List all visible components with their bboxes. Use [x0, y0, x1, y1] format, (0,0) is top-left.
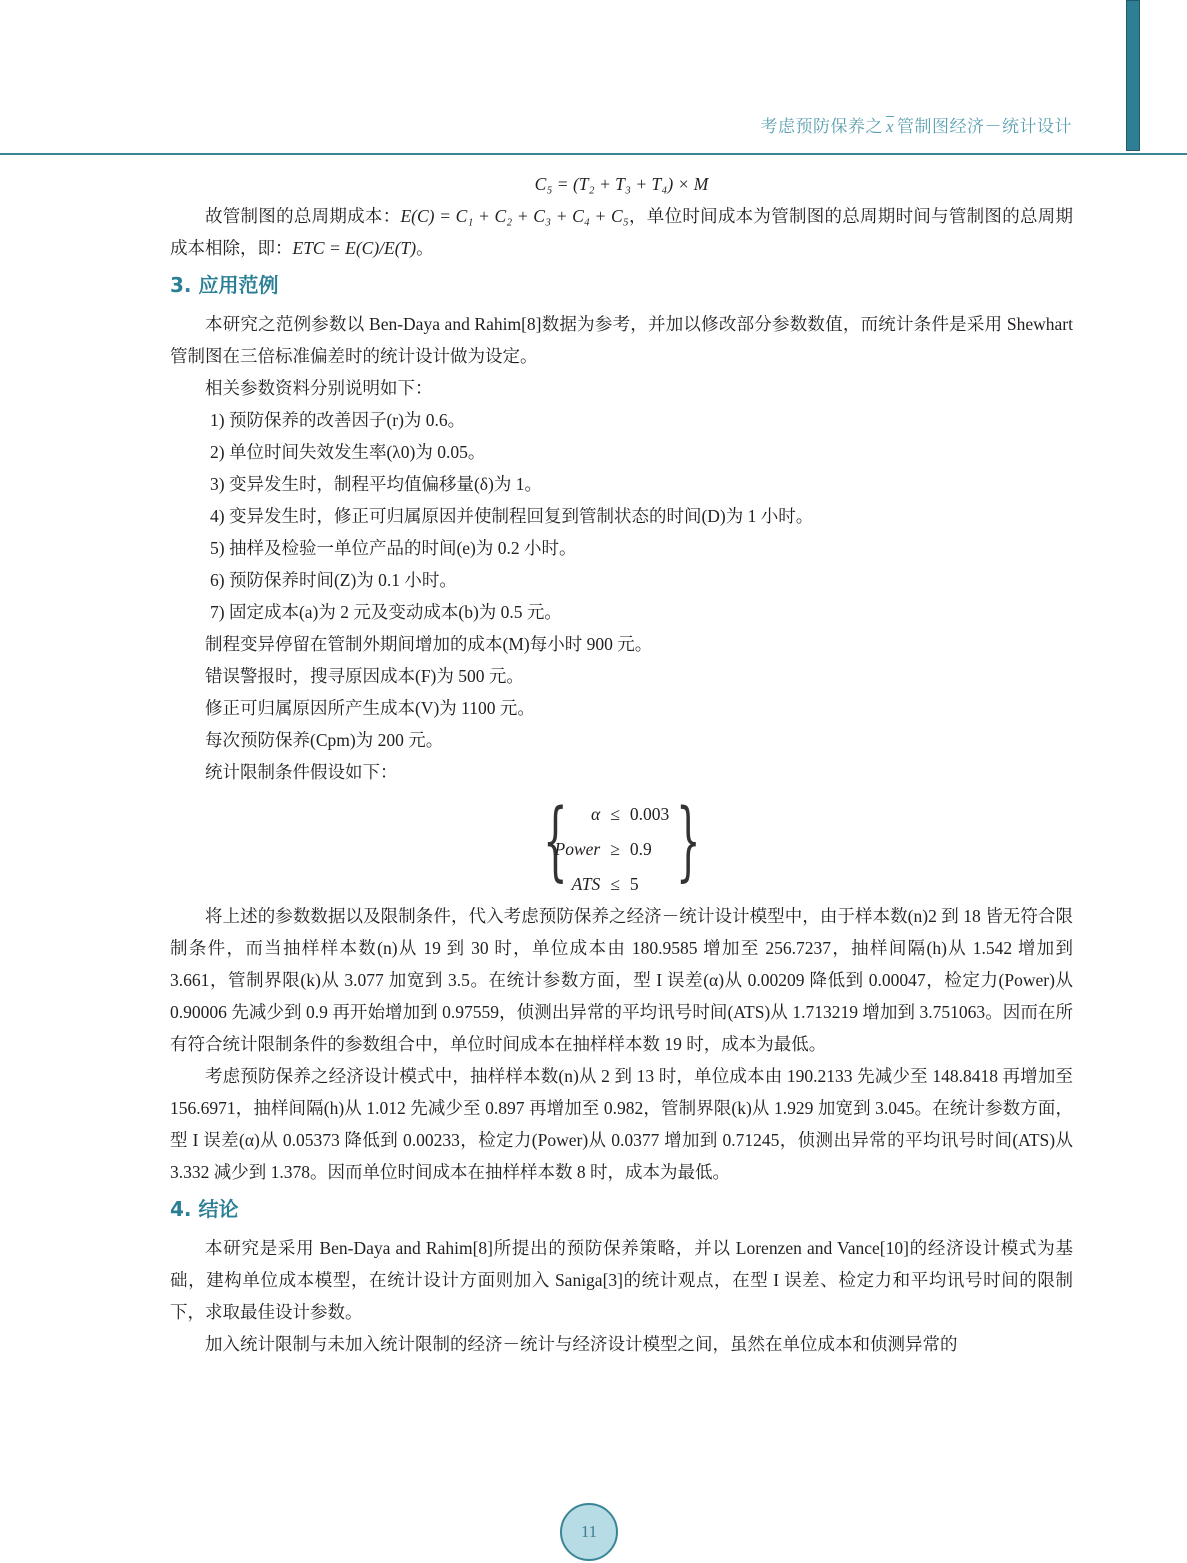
header-rule	[0, 153, 1187, 155]
page-number-badge: 11	[560, 1503, 618, 1561]
constraint-rhs: 0.003	[629, 803, 670, 824]
left-brace: {	[542, 791, 568, 891]
constraint-row	[550, 866, 675, 901]
constraint-rhs: 5	[629, 873, 639, 894]
cost-item: 修正可归属原因所产生成本(V)为 1100 元。	[205, 698, 535, 718]
total-cost-post: ，单位时间成本为管制图的总周期时间与管制图的总周期成本相除，即：	[170, 206, 1073, 258]
param-item: 3) 变异发生时，制程平均值偏移量(δ)为 1。	[210, 474, 542, 494]
running-header	[760, 112, 1072, 137]
etc-end: 。	[416, 238, 434, 258]
cost-item: 错误警报时，搜寻原因成本(F)为 500 元。	[205, 666, 524, 686]
cost-item: 制程变异停留在管制外期间增加的成本(M)每小时 900 元。	[205, 634, 653, 654]
params-intro: 相关参数资料分别说明如下：	[205, 378, 433, 398]
side-accent-bar	[1126, 0, 1140, 151]
section-3-para-3: 考虑预防保养之经济设计模式中，抽样样本数(n)从 2 到 13 时，单位成本由 190.2133 先减少至 148.8418 再增加至 156.6971，抽样间隔(h)从 1.012 先减少至 0.897 再增加至 0.982，管制界限(k)从 1.929 加宽到 3.045。在统计参数方面，型 I 误差(α)从 0.05373 降低到 0.00233，检定力(Power)从 0.0377 增加到 0.71245，侦测出异常的平均讯号时间(ATS)从 3.332 减少到 1.378。因而单位时间成本在抽样样本数 8 时，成本为最低。	[170, 1066, 1073, 1182]
constraint-lhs: Power	[554, 838, 601, 859]
constraint-row	[550, 831, 675, 866]
constraint-table	[550, 796, 675, 901]
section-3-para-1: 本研究之范例参数以 Ben-Daya and Rahim[8]数据为参考，并加以修改部分参数数值，而统计条件是采用 Shewhart 管制图在三倍标准偏差时的统计设计做为设定。	[170, 314, 1073, 366]
constraint-rhs: 0.9	[629, 838, 652, 859]
constraint-op: ≥	[610, 838, 620, 859]
param-item: 4) 变异发生时，修正可归属原因并使制程回复到管制状态的时间(D)为 1 小时。	[210, 506, 814, 526]
param-item: 2) 单位时间失效发生率(λ0)为 0.05。	[210, 442, 486, 462]
running-title-post: 管制图经济－统计设计	[897, 117, 1072, 137]
cost-item: 每次预防保养(Cpm)为 200 元。	[205, 730, 444, 750]
constraint-row	[550, 796, 675, 831]
equation-c5: C₅ = (T₂ + T₃ + T₄) × M	[534, 174, 709, 194]
constraints-intro: 统计限制条件假设如下：	[205, 762, 398, 782]
constraint-lhs: ATS	[571, 873, 601, 894]
constraint-lhs: α	[591, 803, 601, 824]
page-body	[170, 168, 1073, 1360]
constraint-op: ≤	[610, 803, 620, 824]
total-cost-paragraph	[170, 200, 1073, 264]
param-item: 5) 抽样及检验一单位产品的时间(e)为 0.2 小时。	[210, 538, 577, 558]
param-item: 1) 预防保养的改善因子(r)为 0.6。	[210, 410, 466, 430]
total-cost-pre: 故管制图的总周期成本：	[205, 206, 401, 226]
section-4-para-2: 加入统计限制与未加入统计限制的经济－统计与经济设计模型之间，虽然在单位成本和侦测异常的	[205, 1334, 958, 1354]
param-item: 7) 固定成本(a)为 2 元及变动成本(b)为 0.5 元。	[210, 602, 562, 622]
right-brace: }	[675, 791, 701, 891]
x-bar-symbol: $\overline{x}$	[885, 117, 894, 136]
equation-etc: ETC = E(C)/E(T)	[292, 238, 417, 258]
section-3-heading: 3. 应用范例	[170, 273, 279, 297]
param-item: 6) 预防保养时间(Z)为 0.1 小时。	[210, 570, 457, 590]
section-4-heading: 4. 结论	[170, 1197, 239, 1221]
section-3-para-2: 将上述的参数数据以及限制条件，代入考虑预防保养之经济－统计设计模型中，由于样本数(n)2 到 18 皆无符合限制条件，而当抽样样本数(n)从 19 到 30 时，单位成本由 180.9585 增加至 256.7237，抽样间隔(h)从 1.542 增加到 3.661，管制界限(k)从 3.077 加宽到 3.5。在统计参数方面，型 I 误差(α)从 0.00209 降低到 0.00047，检定力(Power)从 0.90006 先减少到 0.9 再开始增加到 0.97559，侦测出异常的平均讯号时间(ATS)从 1.713219 增加到 3.751063。因而在所有符合统计限制条件的参数组合中，单位时间成本在抽样样本数 19 时，成本为最低。	[170, 906, 1073, 1054]
running-title-pre: 考虑预防保养之	[760, 117, 883, 137]
constraint-op: ≤	[610, 873, 620, 894]
section-4-para-1: 本研究是采用 Ben-Daya and Rahim[8]所提出的预防保养策略，并以 Lorenzen and Vance[10]的经济设计模式为基础，建构单位成本模型，在统计设计方面则加入 Saniga[3]的统计观点，在型 I 误差、检定力和平均讯号时间的限制下，求取最佳设计参数。	[170, 1238, 1073, 1322]
equation-expected-cost: E(C) = C₁ + C₂ + C₃ + C₄ + C₅	[400, 206, 629, 226]
constraint-system	[542, 791, 702, 894]
